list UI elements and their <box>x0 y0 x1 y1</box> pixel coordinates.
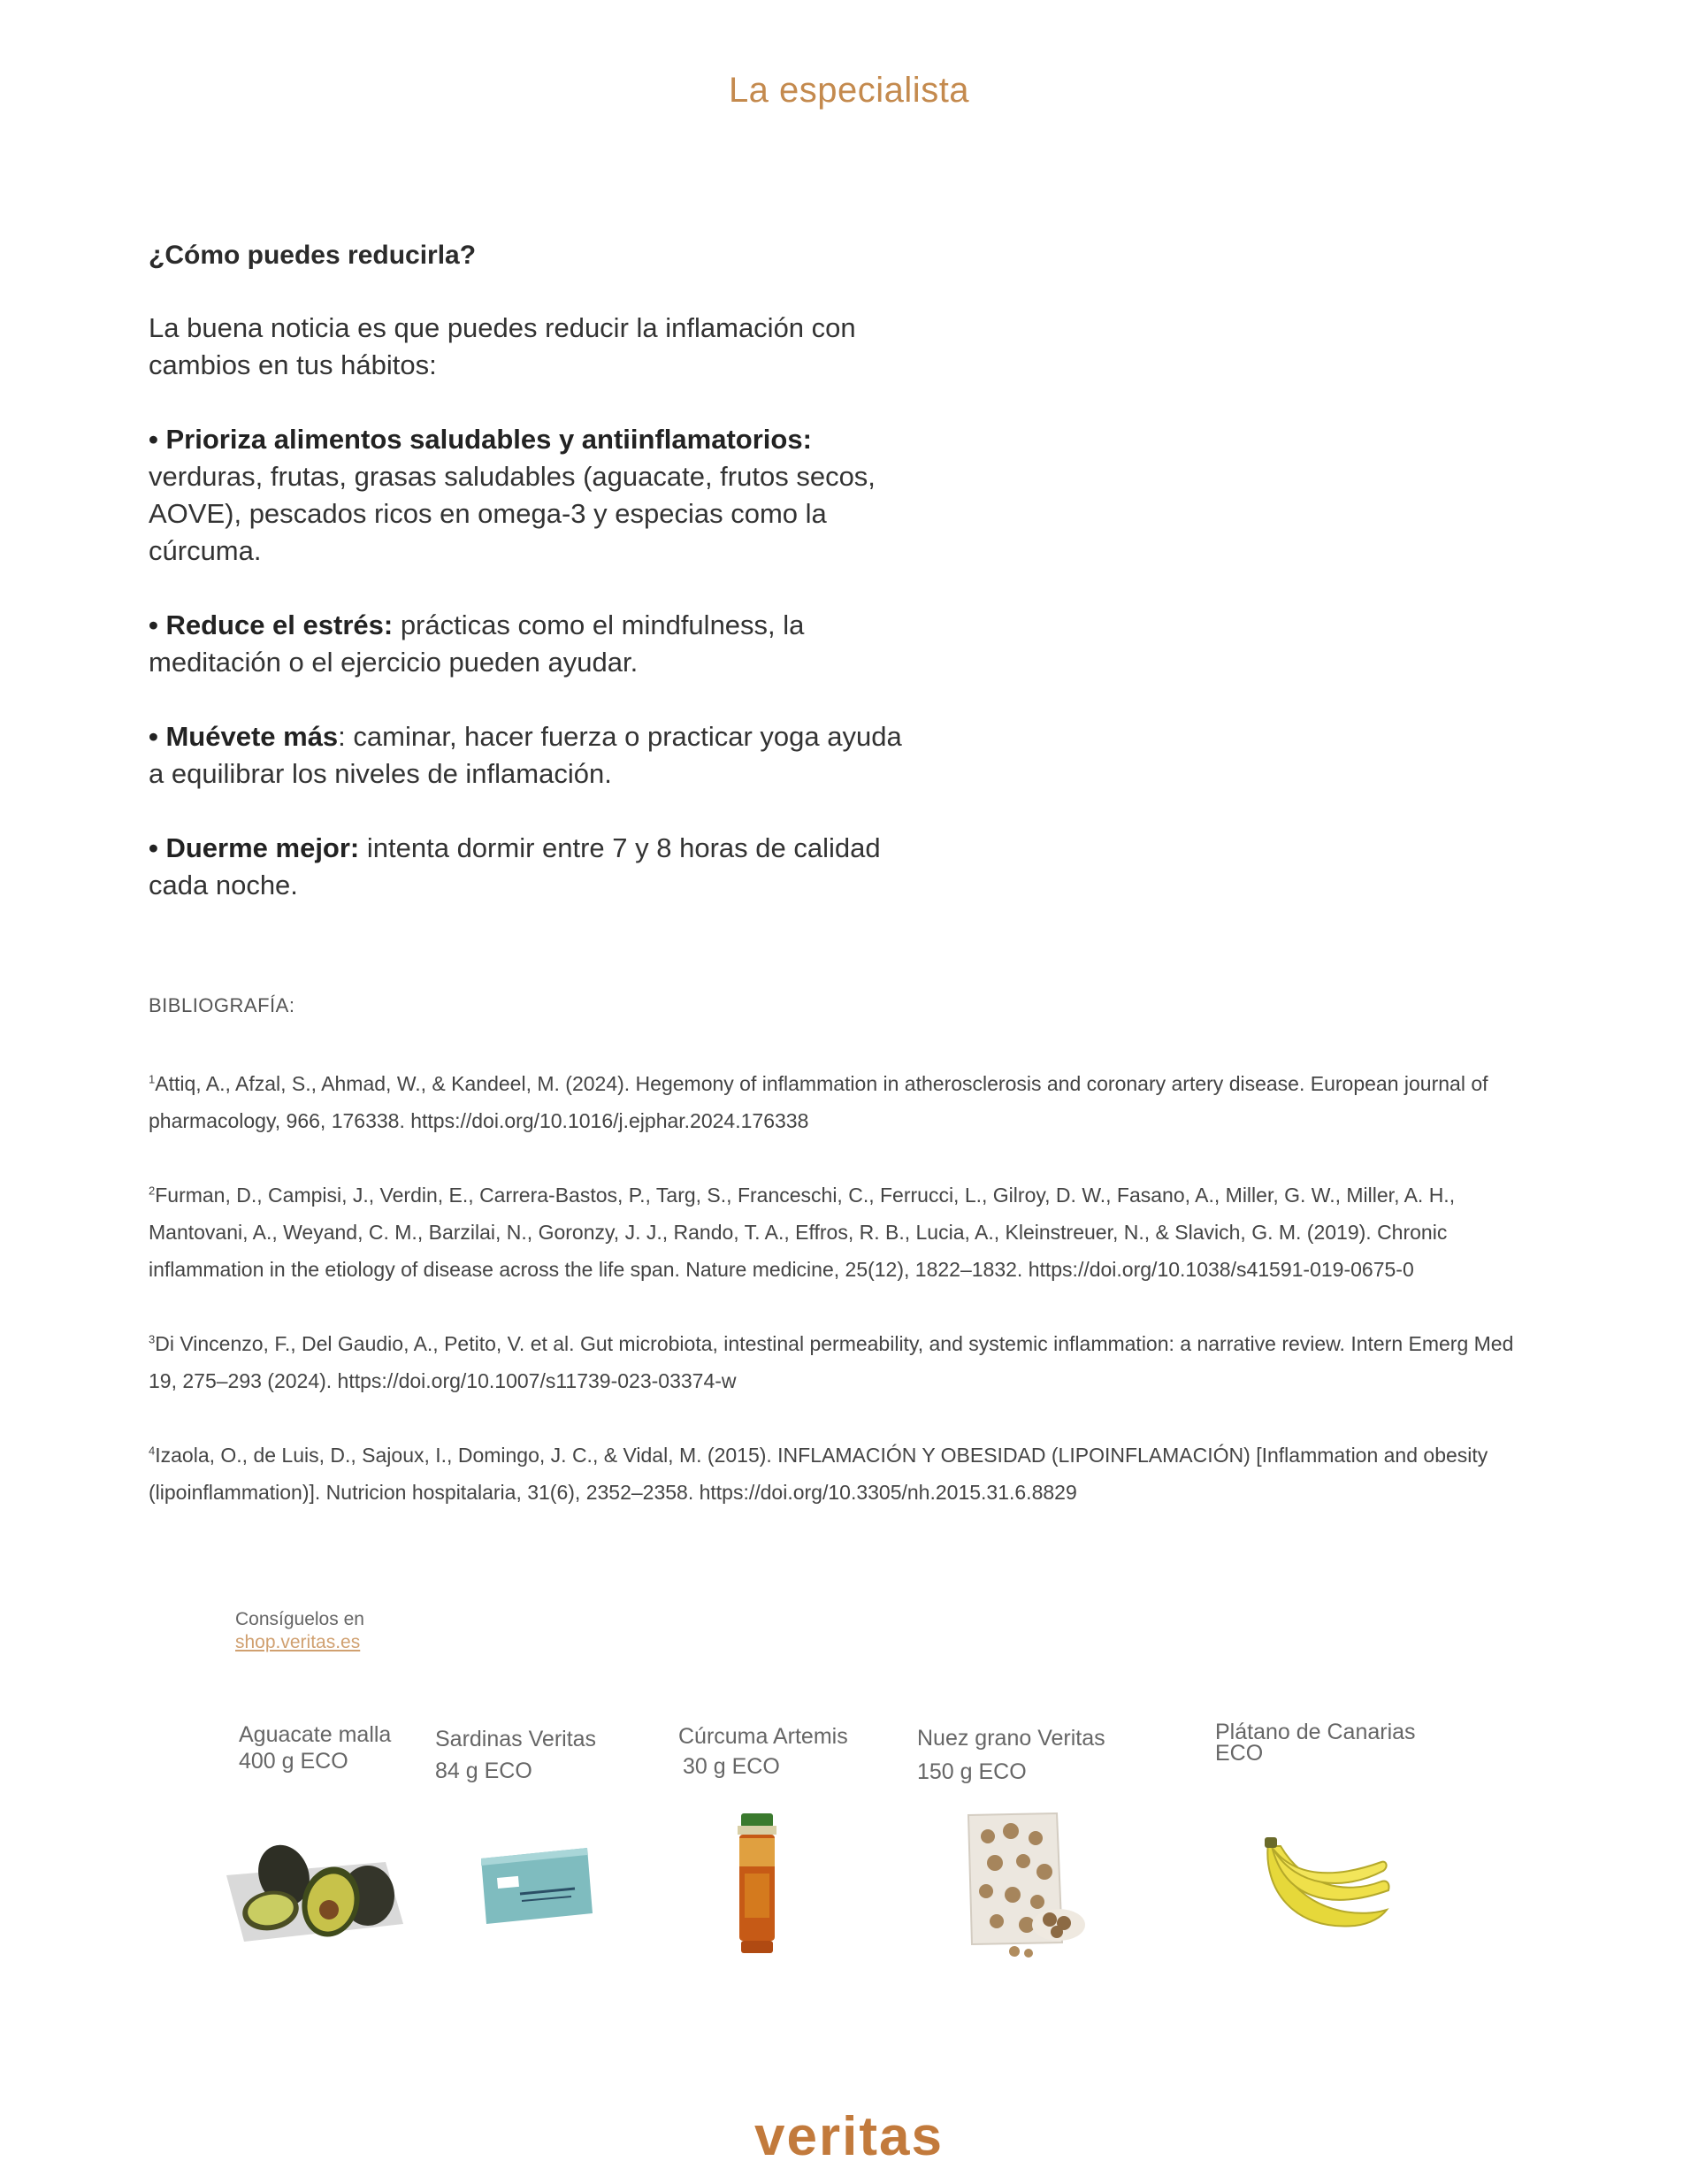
tip-item <box>149 421 909 570</box>
reference-text: Di Vincenzo, F., Del Gaudio, A., Petito, V. et al. Gut microbiota, intestinal permeability, and systemic inflammation: a narrative review. Intern Emerg Med 19, 275–293 (2024). https://doi.org/10.1007/s11739-023-03374-w <box>149 1332 1514 1392</box>
article <box>149 241 1528 941</box>
reference-item <box>149 1176 1528 1288</box>
bibliography <box>149 994 1528 1548</box>
product-detail: 150 g ECO <box>917 1759 1027 1784</box>
product-name: Plátano de Canarias <box>1215 1720 1416 1744</box>
page-title: La especialista <box>728 71 970 110</box>
banana-icon <box>1258 1835 1395 1946</box>
shop-label: Consíguelos en <box>235 1609 364 1629</box>
product-sardinas[interactable] <box>435 1723 596 1787</box>
avocado-icon <box>218 1827 408 1946</box>
product-name: Aguacate malla <box>239 1722 392 1747</box>
reference-item <box>149 1325 1528 1399</box>
tip-item <box>149 830 909 904</box>
product-name: Nuez grano Veritas <box>917 1726 1105 1751</box>
tip-text: intenta dormir entre 7 y 8 horas de calidad cada noche. <box>149 832 881 900</box>
intro-paragraph: La buena noticia es que puedes reducir la inflamación con cambios en tus hábitos: <box>149 312 856 380</box>
product-detail: 30 g ECO <box>683 1754 780 1779</box>
reference-text: Izaola, O., de Luis, D., Sajoux, I., Domingo, J. C., & Vidal, M. (2015). INFLAMACIÓN Y OBESIDAD (LIPOINFLAMACIÓN) [Inflammation and obesity (lipoinflammation)]. Nutricion hospitalaria, 31(6), 2352–2358. https://doi.org/10.3305/nh.2015.31.6.8829 <box>149 1444 1488 1504</box>
reference-number: 1 <box>149 1072 156 1086</box>
sardine-tin-icon <box>476 1843 596 1927</box>
tip-title: • Duerme mejor: <box>149 832 360 863</box>
tip-text: : caminar, hacer fuerza o practicar yoga ayuda a equilibrar los niveles de inflamación. <box>149 721 902 789</box>
shop-link[interactable]: shop.veritas.es <box>235 1632 361 1652</box>
product-detail: 84 g ECO <box>435 1759 532 1783</box>
veritas-logo: veritas <box>754 2106 944 2167</box>
shop-callout <box>235 1608 364 1654</box>
tip-item <box>149 607 909 681</box>
reference-text: Attiq, A., Afzal, S., Ahmad, W., & Kandeel, M. (2024). Hegemony of inflammation in atherosclerosis and coronary artery disease. European journal of pharmacology, 966, 176338. https://doi.org/10.1016/j.ejphar.2024.176338 <box>149 1072 1488 1132</box>
product-name: Sardinas Veritas <box>435 1727 597 1751</box>
walnut-bag-icon <box>960 1810 1092 1960</box>
section-heading: ¿Cómo puedes reducirla? <box>149 241 477 270</box>
product-name: Cúrcuma Artemis <box>678 1724 848 1749</box>
reference-number: 4 <box>149 1444 156 1458</box>
reference-number: 3 <box>149 1332 156 1346</box>
product-detail: 400 g ECO <box>239 1749 348 1774</box>
tip-item <box>149 718 909 793</box>
tip-title: • Muévete más <box>149 721 339 752</box>
tip-title: • Reduce el estrés: <box>149 609 394 640</box>
turmeric-jar-icon <box>736 1812 778 1956</box>
product-platano[interactable] <box>1215 1721 1416 1764</box>
product-nuez[interactable] <box>917 1721 1105 1789</box>
tip-title: • Prioriza alimentos saludables y antiinflamatorios: <box>149 424 812 455</box>
reference-item <box>149 1437 1528 1511</box>
product-detail: ECO <box>1215 1741 1264 1766</box>
reference-number: 2 <box>149 1184 156 1198</box>
product-aguacate[interactable] <box>239 1721 391 1774</box>
product-curcuma[interactable] <box>678 1721 848 1782</box>
reference-item <box>149 1065 1528 1139</box>
bibliography-title: BIBLIOGRAFÍA: <box>149 994 295 1016</box>
tip-text: verduras, frutas, grasas saludables (aguacate, frutos secos, AOVE), pescados ricos en omega-3 y especias como la cúrcuma. <box>149 461 876 566</box>
tip-text: prácticas como el mindfulness, la meditación o el ejercicio pueden ayudar. <box>149 609 805 678</box>
reference-text: Furman, D., Campisi, J., Verdin, E., Carrera-Bastos, P., Targ, S., Franceschi, C., Ferrucci, L., Gilroy, D. W., Fasano, A., Miller, G. W., Miller, A. H., Mantovani, A., Weyand, C. M., Barzilai, N., Goronzy, J. J., Rando, T. A., Effros, R. B., Lucia, A., Kleinstreuer, N., & Slavich, G. M. (2019). Chronic inflammation in the etiology of disease across the life span. Nature medicine, 25(12), 1822–1832. https://doi.org/10.1038/s41591-019-0675-0 <box>149 1184 1456 1281</box>
